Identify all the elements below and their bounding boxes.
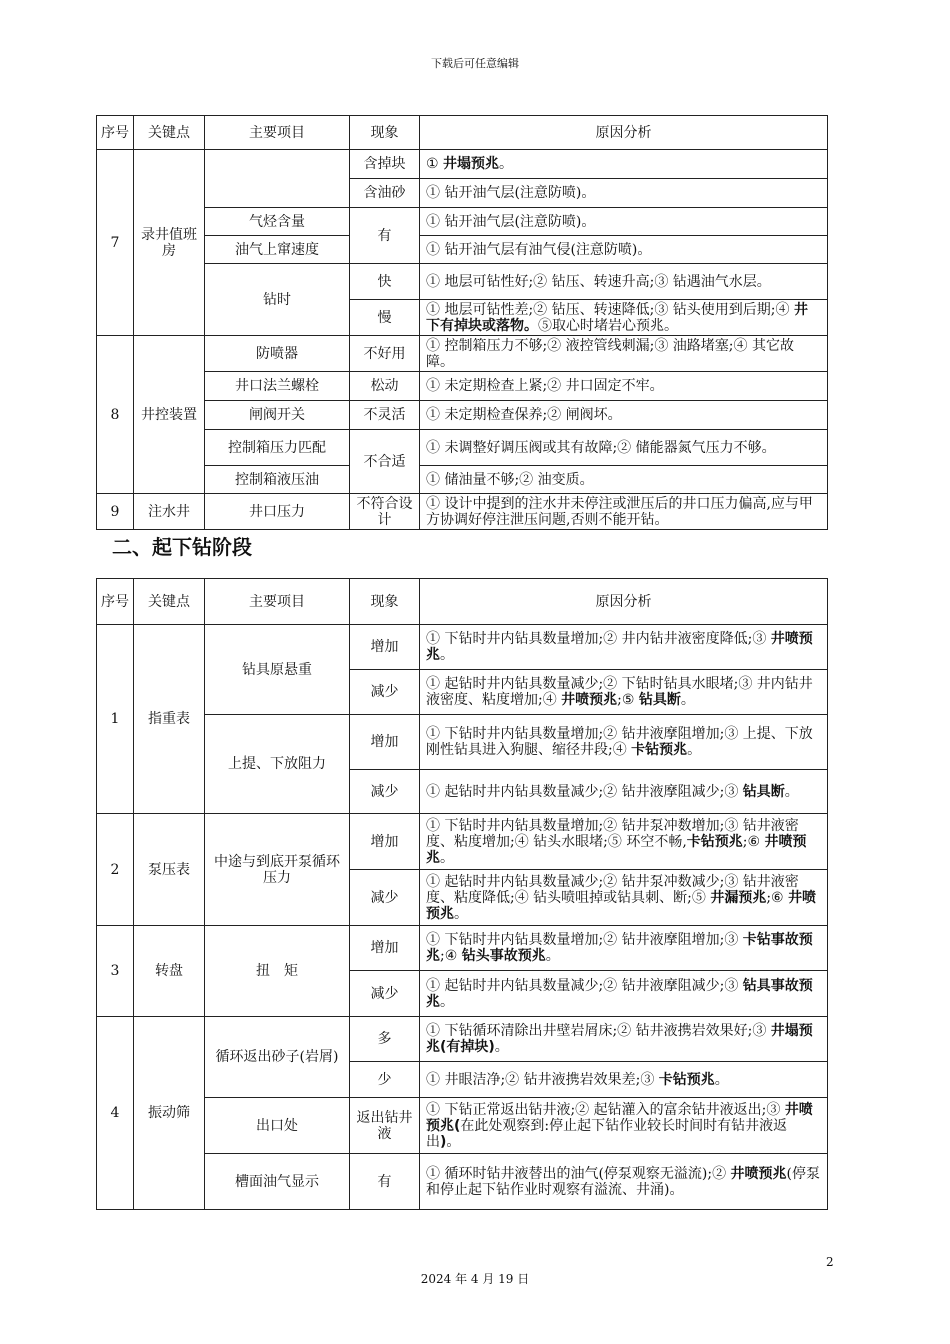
col-header-seq: 序号: [97, 579, 134, 625]
cause-analysis: ① 地层可钻性差;② 钻压、转速降低;③ 钻头使用到后期;④ 井下有掉块或落物。⑤取心时堵岩心预兆。: [420, 300, 828, 336]
phenomenon: 减少: [350, 670, 420, 715]
table-row: [97, 430, 828, 466]
col-header-item: 主要项目: [205, 116, 350, 150]
main-item: 井口压力: [205, 494, 350, 530]
cause-analysis: ① 起钻时井内钻具数量减少;② 钻井液摩阻减少;③ 钻具断。: [420, 770, 828, 814]
table-row: [97, 625, 828, 670]
cause-analysis: ① 钻开油气层(注意防喷)。: [420, 179, 828, 208]
cause-analysis: ① 井眼洁净;② 钻井液携岩效果差;③ 卡钻预兆。: [420, 1062, 828, 1098]
row-number: 2: [97, 814, 134, 926]
drilling-checklist-table-1: [96, 115, 828, 530]
key-point: 指重表: [134, 625, 205, 814]
phenomenon: 增加: [350, 625, 420, 670]
cause-analysis: ① 未调整好调压阀或其有故障;② 储能器氮气压力不够。: [420, 430, 828, 466]
key-point: 井控装置: [134, 336, 205, 494]
main-item: 井口法兰螺栓: [205, 372, 350, 401]
col-header-analysis: 原因分析: [420, 579, 828, 625]
cause-analysis: ① 循环时钻井液替出的油气(停泵观察无溢流);② 井喷预兆(停泵和停止起下钻作业时观察有溢流、井涌)。: [420, 1154, 828, 1210]
table-row: [97, 208, 828, 236]
table-row: [97, 372, 828, 401]
row-number: 7: [97, 150, 134, 336]
table-row: [97, 466, 828, 494]
row-number: 4: [97, 1017, 134, 1210]
table-row: [97, 1154, 828, 1210]
table-row: [97, 236, 828, 264]
cause-analysis: ① 下钻时井内钻具数量增加;② 钻井液摩阻增加;③ 上提、下放刚性钻具进入狗腿、缩径井段;④ 卡钻预兆。: [420, 715, 828, 770]
phenomenon: 增加: [350, 926, 420, 971]
table-row: [97, 715, 828, 770]
table-row: [97, 336, 828, 372]
phenomenon: 有: [350, 208, 420, 264]
cause-analysis: ① 下钻循环清除出井壁岩屑床;② 钻井液携岩效果好;③ 井塌预兆(有掉块)。: [420, 1017, 828, 1062]
table-row: [97, 264, 828, 300]
table-row: [97, 1098, 828, 1154]
main-item: 控制箱液压油: [205, 466, 350, 494]
main-item: 防喷器: [205, 336, 350, 372]
key-point: 转盘: [134, 926, 205, 1017]
phenomenon: 多: [350, 1017, 420, 1062]
col-header-phenomenon: 现象: [350, 116, 420, 150]
cause-analysis: ① 储油量不够;② 油变质。: [420, 466, 828, 494]
main-item: 控制箱压力匹配: [205, 430, 350, 466]
table-header-row: [97, 116, 828, 150]
row-number: 8: [97, 336, 134, 494]
cause-analysis: ① 井塌预兆。: [420, 150, 828, 179]
main-item: 循环返出砂子(岩屑): [205, 1017, 350, 1098]
cause-analysis: ① 未定期检查上紧;② 井口固定不牢。: [420, 372, 828, 401]
col-header-analysis: 原因分析: [420, 116, 828, 150]
phenomenon: 含油砂: [350, 179, 420, 208]
table-row: [97, 494, 828, 530]
row-number: 3: [97, 926, 134, 1017]
phenomenon: 增加: [350, 814, 420, 870]
main-item: 气烃含量: [205, 208, 350, 236]
col-header-key: 关键点: [134, 116, 205, 150]
main-item: 出口处: [205, 1098, 350, 1154]
main-item: 槽面油气显示: [205, 1154, 350, 1210]
row-number: 1: [97, 625, 134, 814]
cause-analysis: ① 下钻时井内钻具数量增加;② 钻井液摩阻增加;③ 卡钻事故预兆;④ 钻头事故预兆。: [420, 926, 828, 971]
cause-analysis: ① 设计中提到的注水井未停注或泄压后的井口压力偏高,应与甲方协调好停注泄压问题,否则不能开钻。: [420, 494, 828, 530]
key-point: 录井值班房: [134, 150, 205, 336]
phenomenon: 不合适: [350, 430, 420, 494]
main-item: 上提、下放阻力: [205, 715, 350, 814]
col-header-item: 主要项目: [205, 579, 350, 625]
cause-analysis: ① 下钻时井内钻具数量增加;② 钻井泵冲数增加;③ 钻井液密度、粘度增加;④ 钻头水眼堵;⑤ 环空不畅,卡钻预兆;⑥ 井喷预兆。: [420, 814, 828, 870]
cause-analysis: ① 起钻时井内钻具数量减少;② 下钻时钻具水眼堵;③ 井内钻井液密度、粘度增加;④ 井喷预兆;⑤ 钻具断。: [420, 670, 828, 715]
main-item: 中途与到底开泵循环压力: [205, 814, 350, 926]
page-number: 2: [826, 1255, 834, 1269]
footer-date: 2024 年 4 月 19 日: [420, 1272, 530, 1286]
cause-analysis: ① 未定期检查保养;② 闸阀坏。: [420, 401, 828, 430]
col-header-key: 关键点: [134, 579, 205, 625]
phenomenon: 有: [350, 1154, 420, 1210]
phenomenon: 减少: [350, 870, 420, 926]
phenomenon: 快: [350, 264, 420, 300]
phenomenon: 减少: [350, 770, 420, 814]
cause-analysis: ① 下钻正常返出钻井液;② 起钻灌入的富余钻井液返出;③ 井喷预兆(在此处观察到:停止起下钻作业较长时间时有钻井液返出)。: [420, 1098, 828, 1154]
table-row: [97, 401, 828, 430]
cause-analysis: ① 起钻时井内钻具数量减少;② 钻井泵冲数减少;③ 钻井液密度、粘度降低;④ 钻头喷咀掉或钻具刺、断;⑤ 井漏预兆;⑥ 井喷预兆。: [420, 870, 828, 926]
cause-analysis: ① 钻开油气层(注意防喷)。: [420, 208, 828, 236]
cause-analysis: ① 起钻时井内钻具数量减少;② 钻井液摩阻减少;③ 钻具事故预兆。: [420, 971, 828, 1017]
table-row: [97, 1017, 828, 1062]
main-item: 闸阀开关: [205, 401, 350, 430]
col-header-seq: 序号: [97, 116, 134, 150]
main-item-empty: [205, 150, 350, 208]
phenomenon: 松动: [350, 372, 420, 401]
cause-analysis: ① 控制箱压力不够;② 液控管线刺漏;③ 油路堵塞;④ 其它故障。: [420, 336, 828, 372]
main-item: 钻时: [205, 264, 350, 336]
phenomenon: 不灵活: [350, 401, 420, 430]
phenomenon: 增加: [350, 715, 420, 770]
key-point: 注水井: [134, 494, 205, 530]
main-item: 扭 矩: [205, 926, 350, 1017]
row-number: 9: [97, 494, 134, 530]
section-title: 二、起下钻阶段: [112, 535, 252, 559]
phenomenon: 不符合设计: [350, 494, 420, 530]
key-point: 泵压表: [134, 814, 205, 926]
cause-analysis: ① 钻开油气层有油气侵(注意防喷)。: [420, 236, 828, 264]
phenomenon: 返出钻井液: [350, 1098, 420, 1154]
table-row: [97, 814, 828, 870]
phenomenon: 少: [350, 1062, 420, 1098]
page-header: 下载后可任意编辑: [431, 57, 519, 70]
cause-analysis: ① 下钻时井内钻具数量增加;② 井内钻井液密度降低;③ 井喷预兆。: [420, 625, 828, 670]
main-item: 油气上窜速度: [205, 236, 350, 264]
key-point: 振动筛: [134, 1017, 205, 1210]
phenomenon: 慢: [350, 300, 420, 336]
cause-analysis: ① 地层可钻性好;② 钻压、转速升高;③ 钻遇油气水层。: [420, 264, 828, 300]
table-row: [97, 150, 828, 179]
phenomenon: 不好用: [350, 336, 420, 372]
drilling-checklist-table-2: [96, 578, 828, 1210]
table-row: [97, 926, 828, 971]
col-header-phenomenon: 现象: [350, 579, 420, 625]
phenomenon: 减少: [350, 971, 420, 1017]
main-item: 钻具原悬重: [205, 625, 350, 715]
phenomenon: 含掉块: [350, 150, 420, 179]
table-header-row: [97, 579, 828, 625]
